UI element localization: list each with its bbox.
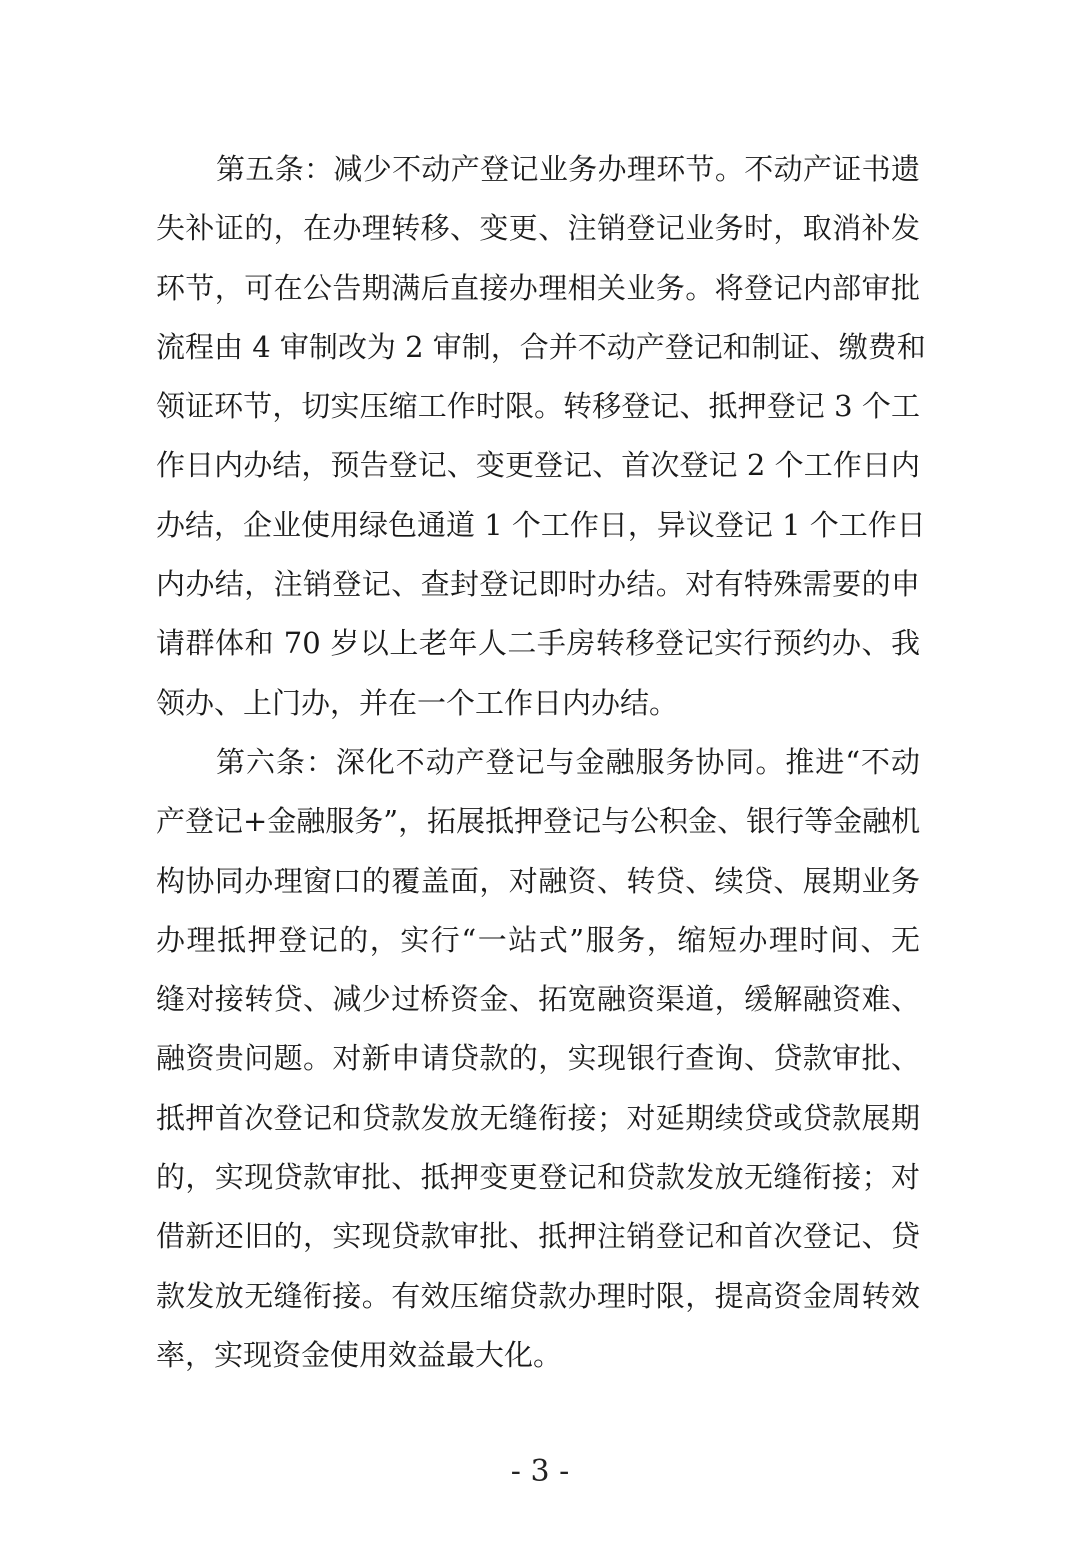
paragraph-line: 第六条：深化不动产登记与金融服务协同。推进“不动 — [216, 744, 920, 779]
paragraph-line: 作日内办结，预告登记、变更登记、首次登记 2 个工作日内 — [156, 448, 920, 483]
paragraph-line: 借新还旧的，实现贷款审批、抵押注销登记和首次登记、贷 — [156, 1219, 920, 1254]
paragraph-line: 抵押首次登记和贷款发放无缝衔接；对延期续贷或贷款展期 — [156, 1100, 920, 1135]
paragraph-line: 融资贵问题。对新申请贷款的，实现银行查询、贷款审批、 — [156, 1041, 920, 1076]
paragraph-line: 构协同办理窗口的覆盖面，对融资、转贷、续贷、展期业务 — [156, 863, 920, 898]
paragraph-line: 请群体和 70 岁以上老年人二手房转移登记实行预约办、我 — [156, 626, 920, 661]
paragraph-line: 流程由 4 审制改为 2 审制，合并不动产登记和制证、缴费和 — [156, 329, 926, 364]
document-body — [156, 140, 926, 1385]
paragraph-line: 产登记+金融服务”，拓展抵押登记与公积金、银行等金融机 — [156, 804, 921, 839]
paragraph-line: 内办结，注销登记、查封登记即时办结。对有特殊需要的申 — [156, 567, 920, 602]
article-6-paragraph — [156, 733, 920, 1385]
paragraph-line: 缝对接转贷、减少过桥资金、拓宽融资渠道，缓解融资难、 — [156, 982, 920, 1017]
paragraph-line: 款发放无缝衔接。有效压缩贷款办理时限，提高资金周转效 — [156, 1278, 920, 1313]
paragraph-line: 失补证的，在办理转移、变更、注销登记业务时，取消补发 — [156, 211, 920, 246]
paragraph-line: 第五条：减少不动产登记业务办理环节。不动产证书遗 — [216, 152, 920, 186]
page-number: - 3 - — [510, 1454, 570, 1489]
article-5-paragraph — [156, 140, 926, 733]
paragraph-line: 率，实现资金使用效益最大化。 — [156, 1337, 563, 1372]
paragraph-line: 环节，可在公告期满后直接办理相关业务。将登记内部审批 — [156, 270, 920, 305]
paragraph-line: 领办、上门办，并在一个工作日内办结。 — [156, 685, 679, 720]
paragraph-line: 办结，企业使用绿色通道 1 个工作日，异议登记 1 个工作日 — [156, 507, 926, 542]
paragraph-line: 办理抵押登记的，实行“一站式”服务，缩短办理时间、无 — [156, 922, 920, 957]
paragraph-line: 领证环节，切实压缩工作时限。转移登记、抵押登记 3 个工 — [156, 389, 920, 424]
paragraph-line: 的，实现贷款审批、抵押变更登记和贷款发放无缝衔接；对 — [156, 1160, 920, 1195]
